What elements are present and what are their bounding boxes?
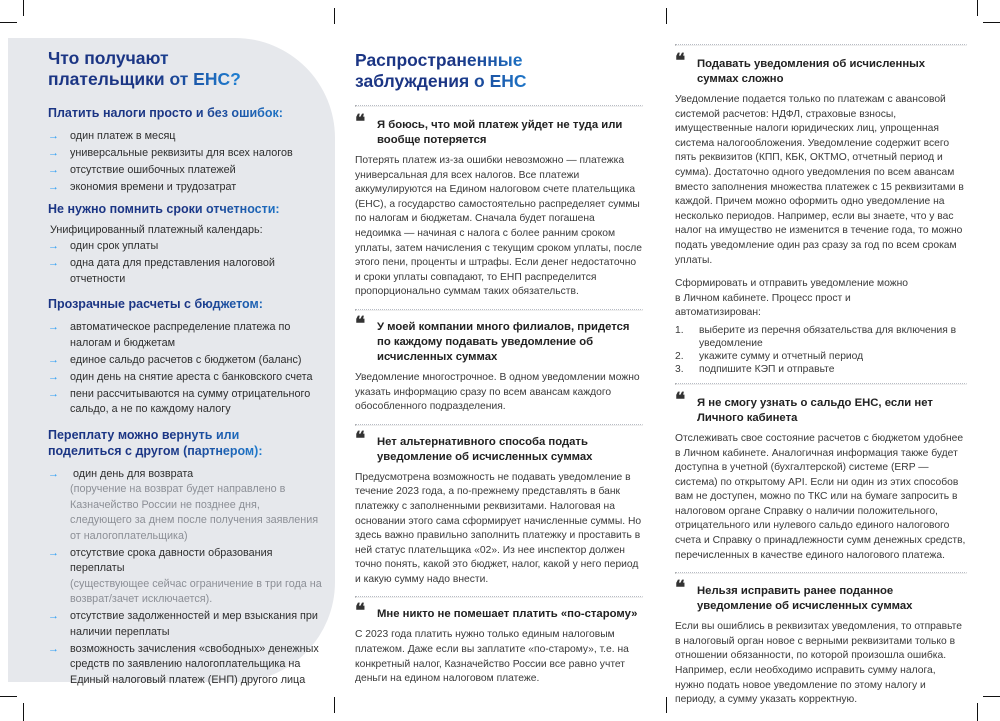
crop-mark xyxy=(334,697,335,713)
arrow-right-icon: → xyxy=(48,321,59,333)
divider xyxy=(675,572,967,574)
quote-icon: ❝ xyxy=(675,388,684,411)
list-item: → отсутствие срока давности образования переплаты (существующее сейчас ограничение в три года на возврат/зачет исключается). xyxy=(48,546,324,608)
myth-heading: ❝ Нельзя исправить ранее поданное уведомление об исчисленных суммах xyxy=(675,577,913,613)
myth-answer: С 2023 года платить нужно только единым налоговым платежом. Даже если вы заплатите «по-старому», т.е. на конкретный налог, Казначейство России все равно учтет деньги на едином налоговом платеже. xyxy=(355,629,629,685)
section-heading: Прозрачные расчеты с бюджетом: xyxy=(48,296,324,312)
arrow-right-icon: → xyxy=(48,387,59,400)
quote-icon: ❝ xyxy=(675,50,684,72)
crop-mark xyxy=(666,697,667,713)
myth-heading: ❝ Нет альтернативного способа подать уведомление об исчисленных суммах xyxy=(355,427,593,463)
steps-list xyxy=(675,324,967,376)
list-item: → один день на снятие ареста с банковского счета xyxy=(48,370,324,386)
divider xyxy=(675,44,967,46)
benefits-column xyxy=(48,48,324,690)
myth-answer: Уведомление подается только по платежам с авансовой системой расчетов: НДФЛ, страховые взносы, имущественные налоги юридических лиц, упрощенная система налогообложения. Уведомление содержит всего пять реквизитов (КПП, КБК, ОКТМО, отчетный период и сумма). Достаточно одного уведомления по всем авансам вместо заполнения множества платежек с 15 реквизитами в каждой. Причем можно оформить одно уведомление на несколько периодов. Например, если вы знаете, что у вас налог на имущество не изменится в течение года, то можно подать уведомление один раз сразу за год по всем срокам уплаты. xyxy=(675,94,964,266)
myth-answer: Отслеживать свое состояние расчетов с бюджетом удобнее в Личном кабинете. Аналогичная информация также будет доступна в учетной (бухгалтерской) системе (ERP — система) по открытому API. Если ни один из этих способов вам не доступен, можно по ТКС или на бумаге запросить в налоговом органе Справку о наличии положительного, отрицательного или нулевого сальдо единого налогового счета и Справку о принадлежности сумм денежных средств, перечисленных в качестве единого налогового платежа. xyxy=(675,432,966,561)
myth-answer: Предусмотрена возможность не подавать уведомление в течение 2023 года, а по-прежнему представлять в банк платежку с заполненными реквизитами. Налоговая на основании этого сама сформирует начисленные суммы. Но здесь важно правильно заполнить платежку и проставить в ней статус плательщика «02». Из нее инспектор должен точно понять, какой это бюджет, налог, какой у него период и какую сумму надо внести. xyxy=(355,471,642,585)
crop-mark xyxy=(983,696,1000,697)
myths-title: Распространенные заблуждения о ЕНС xyxy=(355,50,555,92)
quote-icon: ❝ xyxy=(675,577,684,600)
list-item: → отсутствие ошибочных платежей xyxy=(48,163,324,179)
benefits-title: Что получают плательщики от ЕНС? xyxy=(48,48,258,90)
list-item: → одна дата для представления налоговой отчетности xyxy=(48,257,275,285)
step-item: 1. выберите из перечня обязательства для включения в уведомление xyxy=(675,324,957,349)
myth-heading: ❝ Подавать уведомления об исчисленных суммах сложно xyxy=(675,50,926,85)
divider xyxy=(355,105,643,107)
section-heading: Переплату можно вернуть или поделиться с другом (партнером): xyxy=(48,427,288,459)
myth-heading: ❝ У моей компании много филиалов, придется по каждому подавать уведомление об исчисленных суммах xyxy=(355,312,630,363)
arrow-right-icon: → xyxy=(48,370,59,383)
myths-column xyxy=(355,50,643,687)
benefit-list xyxy=(48,239,324,287)
list-item: → отсутствие задолженностей и мер взыскания при наличии переплаты xyxy=(48,610,318,638)
divider xyxy=(675,383,967,385)
item-note: (поручение на возврат будет направлено в Казначейство России не позднее дня, следующего за днем после получения заявления от налогоплательщика) xyxy=(70,483,319,542)
list-item: → один день для возврата (поручение на возврат будет направлено в Казначейство России не позднее дня, следующего за днем после получения заявления от налогоплательщика) xyxy=(48,467,324,545)
quote-icon: ❝ xyxy=(355,111,364,133)
arrow-right-icon: → xyxy=(48,164,59,176)
list-item: → возможность зачисления «свободных» денежных средств по заявлению налогоплательщика на Единый налоговый платеж (ЕНП) другого лица xyxy=(48,642,319,686)
myth-heading: ❝ Я боюсь, что мой платеж уйдет не туда или вообще потеряется xyxy=(355,111,623,146)
benefit-list xyxy=(48,467,324,689)
list-item: → автоматическое распределение платежа по налогам и бюджетам xyxy=(48,321,291,349)
section-intro: Унифицированный платежный календарь: xyxy=(50,223,263,236)
section-heading: Не нужно помнить сроки отчетности: xyxy=(48,201,324,217)
crop-mark xyxy=(334,8,335,24)
list-item: → один платеж в месяц xyxy=(48,129,324,145)
myth-heading: ❝ Я не смогу узнать о сальдо ЕНС, если нет Личного кабинета xyxy=(675,388,933,424)
myth-answer: Потерять платеж из-за ошибки невозможно — платежка универсальная для всех налогов. Все платежи аккумулируются на Едином налоговом счете плательщика (ЕНС), а государство самостоятельно распределяет суммы по налогам и бюджетам. Сначала будет погашена недоимка — начиная с налога с более ранним сроком уплаты, затем начисления с текущим сроком уплаты, после этого пени, проценты и штрафы. Если денег недостаточно и сроки уплаты совпадают, то ЕНП распределится пропорционально суммам таких обязательств. xyxy=(355,155,643,298)
list-item: → единое сальдо расчетов с бюджетом (баланс) xyxy=(48,353,324,369)
quote-icon: ❝ xyxy=(355,427,364,450)
arrow-right-icon: → xyxy=(48,240,59,252)
arrow-right-icon: → xyxy=(48,642,59,655)
divider xyxy=(355,309,643,311)
myth-answer-extra: Сформировать и отправить уведомление можно в Личном кабинете. Процесс прост и автоматизирован: xyxy=(675,278,909,319)
crop-mark xyxy=(23,0,24,16)
myth-heading: ❝ Мне никто не помешает платить «по-старому» xyxy=(355,600,638,623)
arrow-right-icon: → xyxy=(48,147,59,159)
list-item: → экономия времени и трудозатрат xyxy=(48,180,324,196)
benefit-list xyxy=(48,129,324,196)
myth-answer: Уведомление многострочное. В одном уведомлении можно указать информацию сразу по всем авансам каждого обособленного подразделения. xyxy=(355,371,640,413)
item-note: (существующее сейчас ограничение в три года на возврат/зачет исключается). xyxy=(70,577,322,605)
arrow-right-icon: → xyxy=(48,130,59,142)
crop-mark xyxy=(983,22,1000,23)
list-item: → универсальные реквизиты для всех налогов xyxy=(48,146,324,162)
myths-column-2 xyxy=(675,44,967,708)
crop-mark xyxy=(23,703,24,721)
quote-icon: ❝ xyxy=(355,600,364,623)
arrow-right-icon: → xyxy=(48,353,59,366)
quote-icon: ❝ xyxy=(355,312,364,335)
list-item: → пени рассчитываются на сумму отрицательного сальдо, а не по каждому налогу xyxy=(48,387,311,415)
crop-mark xyxy=(0,22,17,23)
crop-mark xyxy=(0,696,17,697)
divider xyxy=(355,596,643,598)
section-heading: Платить налоги просто и без ошибок: xyxy=(48,105,324,121)
crop-mark xyxy=(977,703,978,721)
crop-mark xyxy=(977,0,978,16)
list-item: → один срок уплаты xyxy=(48,239,324,255)
arrow-right-icon: → xyxy=(48,610,59,622)
myth-answer: Если вы ошиблись в реквизитах уведомления, то отправьте в налоговый орган новое с верными реквизитами только в отношении обязанности, по которой произошла ошибка. Например, если необходимо исправить сумму налога, нужно подать новое уведомление по этому налогу и периоду, а сумму указать корректную. xyxy=(675,621,962,706)
crop-mark xyxy=(666,8,667,24)
step-item: 3. подпишите КЭП и отправьте xyxy=(675,363,835,375)
arrow-right-icon: → xyxy=(48,546,59,559)
arrow-right-icon: → xyxy=(48,181,59,193)
step-item: 2. укажите сумму и отчетный период xyxy=(675,350,864,362)
divider xyxy=(355,424,643,426)
arrow-right-icon: → xyxy=(48,467,59,480)
arrow-right-icon: → xyxy=(48,257,59,269)
benefit-list xyxy=(48,320,324,418)
